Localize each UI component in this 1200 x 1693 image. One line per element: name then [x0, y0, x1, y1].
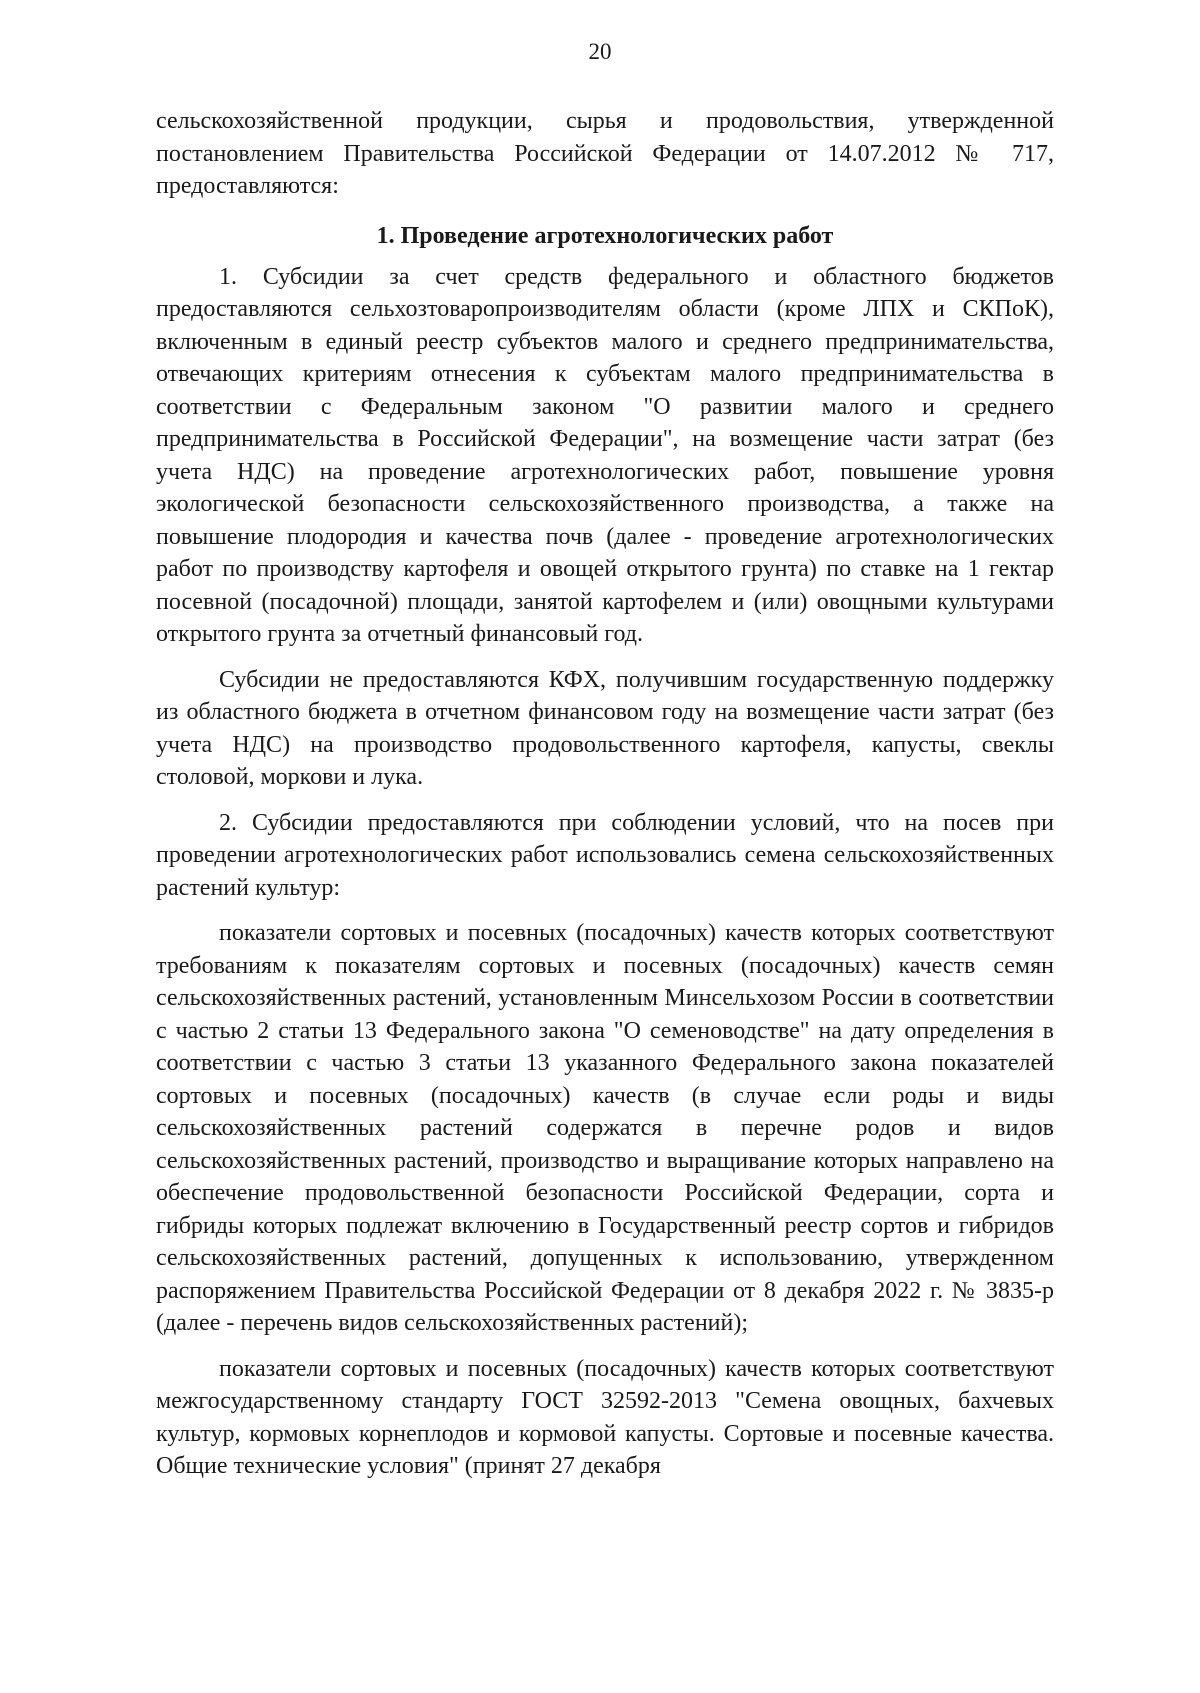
section-heading: 1. Проведение агротехнологических работ: [376, 222, 834, 249]
document-body: [156, 105, 1054, 1483]
paragraph-seed-conditions: 2. Субсидии предоставляются при соблюдении условий, что на посев при проведении агротехнологических работ использовались семена сельскохозяйственных растений культур:: [156, 809, 1054, 901]
paragraph-subsidy-conditions: 1. Субсидии за счет средств федерального и областного бюджетов предоставляются сельхозтоваропроизводителям области (кроме ЛПХ и СКПоК), включенным в единый реестр субъектов малого и среднего предпринимательства, отвечающих критериям отнесения к субъектам малого предпринимательства в соответствии с Федеральным законом "О развитии малого и среднего предпринимательства в Российской Федерации", на возмещение части затрат (без учета НДС) на проведение агротехнологических работ, повышение уровня экологической безопасности сельскохозяйственного производства, а также на повышение плодородия и качества почв (далее - проведение агротехнологических работ по производству картофеля и овощей открытого грунта) по ставке на 1 гектар посевной (посадочной) площади, занятой картофелем и (или) овощными культурами открытого грунта за отчетный финансовый год.: [156, 263, 1054, 647]
paragraph-seed-quality-requirements: показатели сортовых и посевных (посадочных) качеств которых соответствуют требованиям к показателям сортовых и посевных (посадочных) качеств семян сельскохозяйственных растений, установленным Минсельхозом России в соответствии с частью 2 статьи 13 Федерального закона "О семеноводстве" на дату определения в соответствии с частью 3 статьи 13 указанного Федерального закона показателей сортовых и посевных (посадочных) качеств (в случае если роды и виды сельскохозяйственных растений содержатся в перечне родов и видов сельскохозяйственных растений, производство и выращивание которых направлено на обеспечение продовольственной безопасности Российской Федерации, сорта и гибриды которых подлежат включению в Государственный реестр сортов и гибридов сельскохозяйственных растений, допущенных к использованию, утвержденном распоряжением Правительства Российской Федерации от 8 декабря 2022 г. № 3835-р (далее - перечень видов сельскохозяйственных растений);: [156, 920, 1054, 1336]
paragraph-subsidy-exclusion: Субсидии не предоставляются КФХ, получившим государственную поддержку из областного бюджета в отчетном финансовом году на возмещение части затрат (без учета НДС) на производство продовольственного картофеля, капусты, свеклы столовой, моркови и лука.: [156, 666, 1054, 790]
paragraph-seed-gost-standard: показатели сортовых и посевных (посадочных) качеств которых соответствуют межгосударственному стандарту ГОСТ 32592-2013 "Семена овощных, бахчевых культур, кормовых корнеплодов и кормовой капусты. Сортовые и посевные качества. Общие технические условия" (принят 27 декабря: [156, 1355, 1054, 1479]
intro-paragraph: сельскохозяйственной продукции, сырья и продовольствия, утвержденной постановлением Правительства Российской Федерации от 14.07.2012 № 717, предоставляются:: [156, 108, 1054, 199]
page-number: 20: [588, 39, 612, 64]
